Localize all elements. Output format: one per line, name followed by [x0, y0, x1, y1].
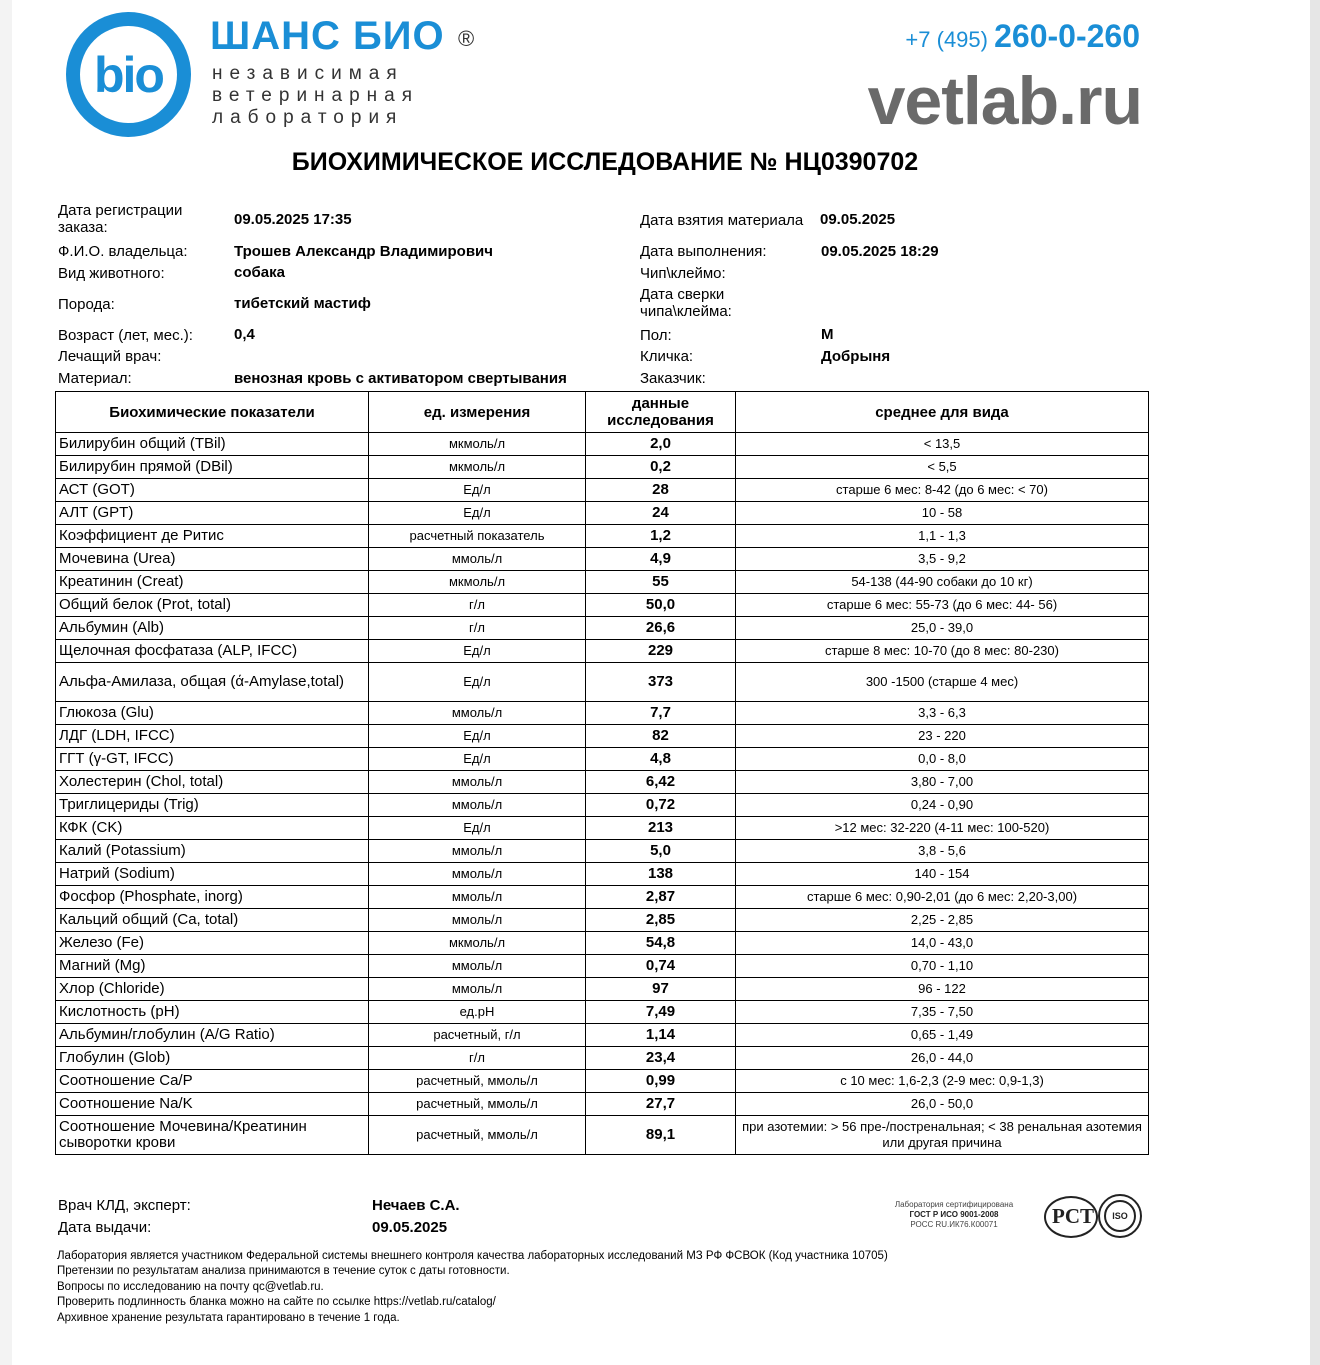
info-value-done-date: 09.05.2025 18:29 [821, 243, 939, 260]
row-reference: 23 - 220 [736, 725, 1149, 748]
row-name: Общий белок (Prot, total) [56, 594, 369, 617]
row-reference: 0,24 - 0,90 [736, 794, 1149, 817]
row-value: 229 [586, 640, 736, 663]
row-reference: 54-138 (44-90 собаки до 10 кг) [736, 571, 1149, 594]
row-name: Холестерин (Chol, total) [56, 771, 369, 794]
row-value: 2,0 [586, 433, 736, 456]
row-reference: 26,0 - 44,0 [736, 1047, 1149, 1070]
row-unit: Ед/л [369, 817, 586, 840]
row-value: 4,9 [586, 548, 736, 571]
row-name: Альбумин/глобулин (A/G Ratio) [56, 1024, 369, 1047]
row-value: 7,7 [586, 702, 736, 725]
info-value-sex: М [821, 326, 834, 343]
page-right-edge [1310, 0, 1320, 1365]
phone-number: 260-0-260 [994, 18, 1140, 54]
header-unit: ед. измерения [369, 392, 586, 433]
note-line: Проверить подлинность бланка можно на сайте по ссылке https://vetlab.ru/catalog/ [57, 1296, 496, 1309]
info-label-sample-date: Дата взятия материала [640, 212, 804, 229]
row-value: 1,2 [586, 525, 736, 548]
table-row [56, 725, 1149, 748]
row-unit: ед.pH [369, 1001, 586, 1024]
row-unit: мкмоль/л [369, 456, 586, 479]
row-name: Магний (Mg) [56, 955, 369, 978]
row-unit: мкмоль/л [369, 571, 586, 594]
row-name: ЛДГ (LDH, IFCC) [56, 725, 369, 748]
phone [905, 18, 1140, 55]
info-value-age: 0,4 [234, 326, 255, 343]
row-unit: ммоль/л [369, 955, 586, 978]
row-value: 50,0 [586, 594, 736, 617]
iso-certification-icon: ISO [1098, 1194, 1142, 1238]
row-unit: расчетный, ммоль/л [369, 1070, 586, 1093]
info-label-age: Возраст (лет, мес.): [58, 327, 193, 344]
row-reference: 7,35 - 7,50 [736, 1001, 1149, 1024]
cert-line-1: Лаборатория сертифицирована [894, 1200, 1014, 1209]
row-reference: 3,80 - 7,00 [736, 771, 1149, 794]
row-name: Креатинин (Creat) [56, 571, 369, 594]
table-row [56, 548, 1149, 571]
row-value: 0,72 [586, 794, 736, 817]
table-row [56, 456, 1149, 479]
website: vetlab.ru [867, 63, 1142, 139]
row-value: 28 [586, 479, 736, 502]
row-name: Билирубин прямой (DBil) [56, 456, 369, 479]
row-unit: расчетный показатель [369, 525, 586, 548]
row-name: Кислотность (pH) [56, 1001, 369, 1024]
info-label-customer: Заказчик: [640, 370, 706, 387]
table-header-row [56, 392, 1149, 433]
info-value-breed: тибетский мастиф [234, 295, 371, 312]
row-name: Кальций общий (Ca, total) [56, 909, 369, 932]
info-label-chip-check-date: Дата сверки чипа\клейма: [640, 286, 732, 320]
row-unit: Ед/л [369, 725, 586, 748]
row-value: 373 [586, 663, 736, 702]
tagline-line-3: лаборатория [212, 107, 404, 128]
row-reference: 25,0 - 39,0 [736, 617, 1149, 640]
info-label-owner: Ф.И.О. владельца: [58, 243, 188, 260]
row-reference: 3,8 - 5,6 [736, 840, 1149, 863]
row-unit: ммоль/л [369, 863, 586, 886]
row-reference: 0,0 - 8,0 [736, 748, 1149, 771]
table-row [56, 479, 1149, 502]
info-label-sex: Пол: [640, 327, 672, 344]
row-name: Соотношение Na/K [56, 1093, 369, 1116]
header-indicator: Биохимические показатели [56, 392, 369, 433]
row-name: Глобулин (Glob) [56, 1047, 369, 1070]
table-row [56, 1116, 1149, 1155]
table-row [56, 571, 1149, 594]
table-row [56, 502, 1149, 525]
note-line: Вопросы по исследованию на почту qc@vetlab.ru. [57, 1280, 324, 1293]
row-name: Калий (Potassium) [56, 840, 369, 863]
row-unit: расчетный, ммоль/л [369, 1093, 586, 1116]
cert-line-2: ГОСТ Р ИСО 9001-2008 [909, 1210, 999, 1219]
row-unit: ммоль/л [369, 771, 586, 794]
note-line: Архивное хранение результата гарантировано в течение 1 года. [57, 1311, 400, 1324]
row-name: Билирубин общий (TBil) [56, 433, 369, 456]
row-name: Железо (Fe) [56, 932, 369, 955]
footer-notes [57, 1249, 888, 1326]
table-row [56, 1070, 1149, 1093]
table-row [56, 771, 1149, 794]
row-unit: г/л [369, 594, 586, 617]
tagline-line-2: ветеринарная [212, 85, 420, 106]
row-value: 1,14 [586, 1024, 736, 1047]
issue-date-label: Дата выдачи: [58, 1219, 152, 1236]
info-value-owner: Трошев Александр Владимирович [234, 243, 493, 260]
table-row [56, 1093, 1149, 1116]
row-name: АЛТ (GPT) [56, 502, 369, 525]
row-value: 2,87 [586, 886, 736, 909]
row-value: 0,99 [586, 1070, 736, 1093]
table-row [56, 886, 1149, 909]
info-label-material: Материал: [58, 370, 132, 387]
table-row [56, 817, 1149, 840]
row-unit: расчетный, г/л [369, 1024, 586, 1047]
info-label-done-date: Дата выполнения: [640, 243, 767, 260]
info-label-chip: Чип\клеймо: [640, 265, 726, 282]
info-value-reg-date: 09.05.2025 17:35 [234, 211, 352, 228]
row-value: 0,74 [586, 955, 736, 978]
row-name: Глюкоза (Glu) [56, 702, 369, 725]
row-reference: 3,3 - 6,3 [736, 702, 1149, 725]
row-unit: ммоль/л [369, 909, 586, 932]
row-reference: 0,70 - 1,10 [736, 955, 1149, 978]
table-row [56, 748, 1149, 771]
row-unit: мкмоль/л [369, 433, 586, 456]
row-name: ГГТ (γ-GT, IFCC) [56, 748, 369, 771]
table-row [56, 594, 1149, 617]
row-value: 7,49 [586, 1001, 736, 1024]
row-value: 5,0 [586, 840, 736, 863]
note-line: Претензии по результатам анализа принимаются в течение суток с даты готовности. [57, 1265, 510, 1278]
row-unit: ммоль/л [369, 794, 586, 817]
info-label-species: Вид животного: [58, 265, 165, 282]
row-value: 23,4 [586, 1047, 736, 1070]
row-value: 97 [586, 978, 736, 1001]
row-unit: ммоль/л [369, 548, 586, 571]
row-reference: 140 - 154 [736, 863, 1149, 886]
row-reference: 3,5 - 9,2 [736, 548, 1149, 571]
row-reference: 1,1 - 1,3 [736, 525, 1149, 548]
table-row [56, 1001, 1149, 1024]
info-value-material: венозная кровь с активатором свертывания [234, 370, 567, 387]
row-name: Фосфор (Phosphate, inorg) [56, 886, 369, 909]
row-reference: старше 6 мес: 55-73 (до 6 мес: 44- 56) [736, 594, 1149, 617]
info-label-reg-date: Дата регистрации заказа: [58, 202, 183, 236]
row-reference: 0,65 - 1,49 [736, 1024, 1149, 1047]
table-row [56, 932, 1149, 955]
row-reference: < 5,5 [736, 456, 1149, 479]
table-row [56, 525, 1149, 548]
row-unit: Ед/л [369, 640, 586, 663]
logo-text: bio [94, 47, 163, 103]
row-reference: при азотемии: > 56 пре-/постренальная; < 38 ренальная азотемия или другая причина [736, 1116, 1149, 1155]
row-reference: старше 6 мес: 8-42 (до 6 мес: < 70) [736, 479, 1149, 502]
row-name: Альбумин (Alb) [56, 617, 369, 640]
row-value: 27,7 [586, 1093, 736, 1116]
row-value: 24 [586, 502, 736, 525]
info-value-sample-date: 09.05.2025 [820, 211, 896, 228]
table-row [56, 955, 1149, 978]
row-value: 54,8 [586, 932, 736, 955]
page-left-edge [0, 0, 12, 1365]
row-reference: старше 8 мес: 10-70 (до 8 мес: 80-230) [736, 640, 1149, 663]
info-value-species: собака [234, 264, 285, 281]
row-name: Хлор (Chloride) [56, 978, 369, 1001]
table-row [56, 909, 1149, 932]
table-row [56, 840, 1149, 863]
doctor-name: Нечаев С.А. [372, 1197, 460, 1214]
row-name: Соотношение Мочевина/Креатинин сыворотки крови [56, 1116, 369, 1155]
table-row [56, 794, 1149, 817]
row-value: 6,42 [586, 771, 736, 794]
row-reference: 96 - 122 [736, 978, 1149, 1001]
row-name: Альфа-Амилаза, общая (ά-Amylase,total) [56, 663, 369, 702]
row-reference: 14,0 - 43,0 [736, 932, 1149, 955]
doctor-label: Врач КЛД, эксперт: [58, 1197, 191, 1214]
row-name: Мочевина (Urea) [56, 548, 369, 571]
row-name: Триглицериды (Trig) [56, 794, 369, 817]
row-unit: ммоль/л [369, 840, 586, 863]
row-reference: с 10 мес: 1,6-2,3 (2-9 мес: 0,9-1,3) [736, 1070, 1149, 1093]
table-row [56, 1047, 1149, 1070]
table-row [56, 978, 1149, 1001]
row-name: Натрий (Sodium) [56, 863, 369, 886]
brand-name: ШАНС БИО [210, 14, 445, 58]
row-reference: 300 -1500 (старше 4 мес) [736, 663, 1149, 702]
row-unit: ммоль/л [369, 978, 586, 1001]
row-name: Соотношение Ca/P [56, 1070, 369, 1093]
row-reference: 10 - 58 [736, 502, 1149, 525]
row-value: 26,6 [586, 617, 736, 640]
info-label-breed: Порода: [58, 296, 115, 313]
table-row [56, 663, 1149, 702]
row-name: Коэффициент де Ритис [56, 525, 369, 548]
row-name: АСТ (GOT) [56, 479, 369, 502]
header-value: данные исследования [586, 392, 736, 433]
row-unit: Ед/л [369, 502, 586, 525]
row-unit: Ед/л [369, 748, 586, 771]
table-row [56, 617, 1149, 640]
row-unit: г/л [369, 1047, 586, 1070]
row-value: 213 [586, 817, 736, 840]
table-row [56, 1024, 1149, 1047]
table-row [56, 433, 1149, 456]
row-value: 55 [586, 571, 736, 594]
table-row [56, 863, 1149, 886]
tagline-line-1: независимая [212, 63, 404, 84]
row-value: 82 [586, 725, 736, 748]
row-unit: Ед/л [369, 663, 586, 702]
info-label-vet: Лечащий врач: [58, 348, 162, 365]
phone-prefix: +7 (495) [905, 27, 988, 52]
row-value: 0,2 [586, 456, 736, 479]
table-row [56, 640, 1149, 663]
row-unit: ммоль/л [369, 886, 586, 909]
row-value: 138 [586, 863, 736, 886]
cert-line-3: РОСС RU.ИК76.К00071 [910, 1220, 998, 1229]
row-reference: < 13,5 [736, 433, 1149, 456]
row-unit: мкмоль/л [369, 932, 586, 955]
row-name: Щелочная фосфатаза (ALP, IFCC) [56, 640, 369, 663]
row-unit: Ед/л [369, 479, 586, 502]
document-title: БИОХИМИЧЕСКОЕ ИССЛЕДОВАНИЕ № НЦ0390702 [291, 148, 919, 176]
info-value-nickname: Добрыня [821, 348, 891, 365]
header-reference: среднее для вида [736, 392, 1149, 433]
note-line: Лаборатория является участником Федеральной системы внешнего контроля качества лабораторных исследований МЗ РФ ФСВОК (Код участника 10705) [57, 1250, 888, 1262]
row-value: 4,8 [586, 748, 736, 771]
certification-text [866, 1200, 1042, 1230]
issue-date-value: 09.05.2025 [372, 1219, 448, 1236]
row-value: 2,85 [586, 909, 736, 932]
row-unit: ммоль/л [369, 702, 586, 725]
row-unit: расчетный, ммоль/л [369, 1116, 586, 1155]
row-reference: старше 6 мес: 0,90-2,01 (до 6 мес: 2,20-3,00) [736, 886, 1149, 909]
results-table [55, 391, 1149, 1155]
registered-mark: ® [458, 26, 475, 51]
row-unit: г/л [369, 617, 586, 640]
row-reference: >12 мес: 32-220 (4-11 мес: 100-520) [736, 817, 1149, 840]
row-value: 89,1 [586, 1116, 736, 1155]
row-name: КФК (CK) [56, 817, 369, 840]
row-reference: 26,0 - 50,0 [736, 1093, 1149, 1116]
rst-certification-icon: PCT [1044, 1196, 1098, 1238]
row-reference: 2,25 - 2,85 [736, 909, 1149, 932]
info-label-nickname: Кличка: [640, 348, 694, 365]
table-row [56, 702, 1149, 725]
